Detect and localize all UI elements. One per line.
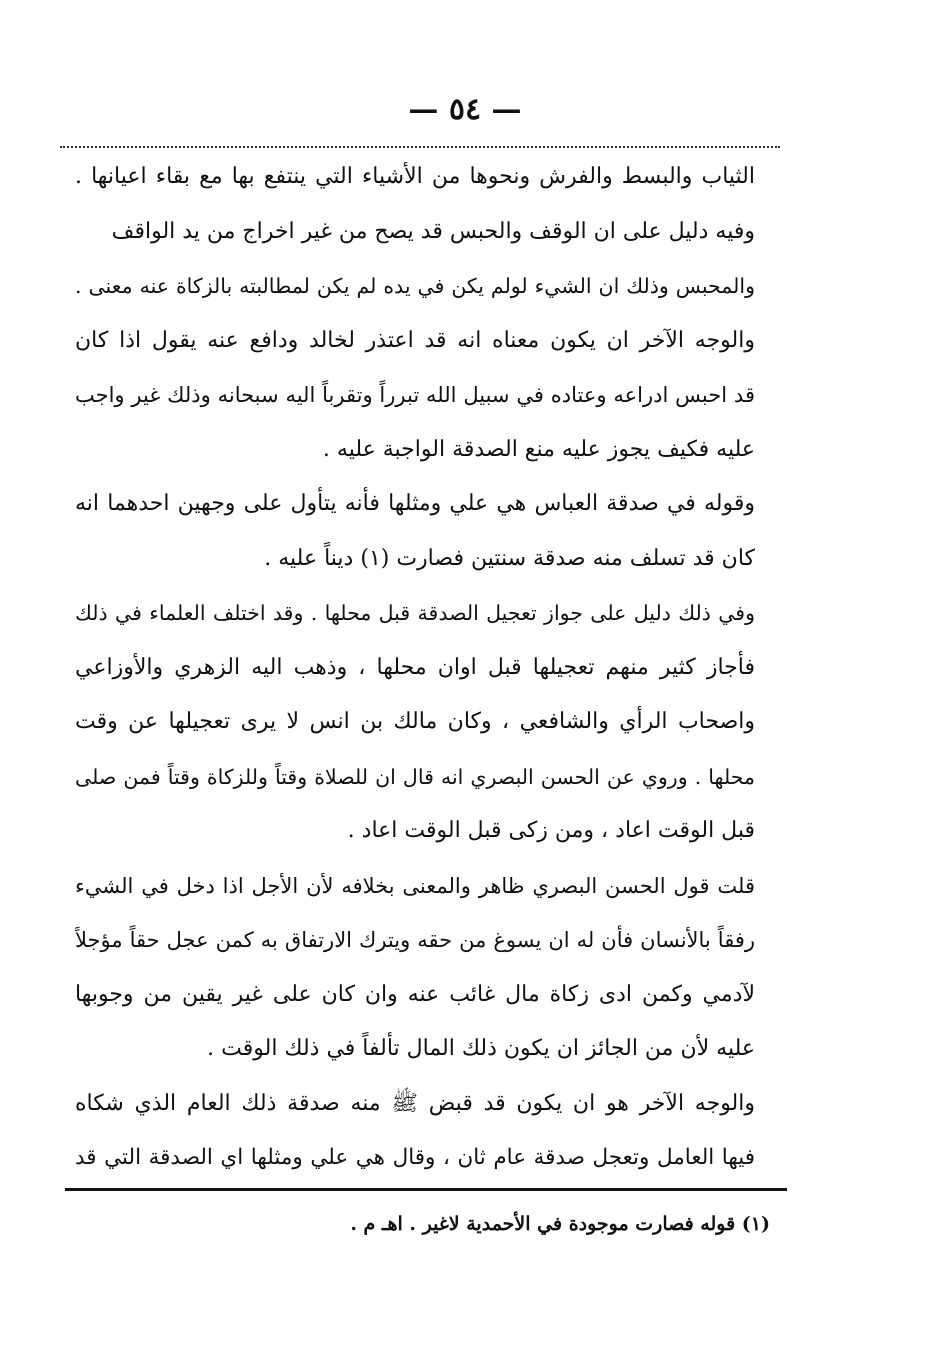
text-line: والوجه الآخر ان يكون معناه انه قد اعتذر لخالد ودافع عنه يقول اذا كان (75, 327, 755, 353)
text-line: وفيه دليل على ان الوقف والحبس قد يصح من غير اخراج من يد الواقف (111, 218, 755, 244)
text-line: لآدمي وكمن ادى زكاة مال غائب عنه وان كان على غير يقين من وجوبها (75, 981, 755, 1007)
text-line: وفي ذلك دليل على جواز تعجيل الصدقة قبل محلها . وقد اختلف العلماء في ذلك (75, 601, 755, 625)
text-line: الثياب والبسط والفرش ونحوها من الأشياء التي ينتفع بها مع بقاء اعيانها . (75, 164, 755, 189)
text-line: كان قد تسلف منه صدقة سنتين فصارت (١) ديناً عليه . (264, 545, 755, 571)
text-line: قلت قول الحسن البصري ظاهر والمعنى بخلافه لأن الأجل اذا دخل في الشيء (75, 873, 755, 898)
text-line: والوجه الآخر هو ان يكون قد قبض ﷺ منه صدقة ذلك العام الذي شكاه (75, 1090, 755, 1116)
text-line: فيها العامل وتعجل صدقة عام ثان ، وقال هي علي ومثلها اي الصدقة التي قد (75, 1145, 755, 1170)
text-line: والمحبس وذلك ان الشيء لولم يكن في يده لم يكن لمطالبته بالزكاة عنه معنى . (75, 274, 755, 298)
text-line: وقوله في صدقة العباس هي علي ومثلها فأنه يتأول على وجهين احدهما انه (75, 491, 755, 516)
text-line: واصحاب الرأي والشافعي ، وكان مالك بن انس لا يرى تعجيلها عن وقت (75, 709, 755, 734)
text-line: فأجاز كثير منهم تعجيلها قبل اوان محلها ، وذهب اليه الزهري والأوزاعي (75, 654, 755, 680)
text-line: قبل الوقت اعاد ، ومن زكى قبل الوقت اعاد . (347, 818, 755, 843)
body-text (75, 150, 755, 1186)
footnote-divider (65, 1188, 787, 1191)
text-line: عليه لأن من الجائز ان يكون ذلك المال تألفاً في ذلك الوقت . (207, 1036, 755, 1061)
header-divider (60, 146, 780, 148)
text-line: رفقاً بالأنسان فأن له ان يسوغ من حقه ويترك الارتفاق به كمن عجل حقاً مؤجلاً (75, 928, 755, 952)
text-line: محلها . وروي عن الحسن البصري انه قال ان للصلاة وقتاً وللزكاة وقتاً فمن صلى (75, 764, 755, 789)
text-line: عليه فكيف يجوز عليه منع الصدقة الواجبة عليه . (322, 436, 755, 462)
page-number: — ٥٤ — (408, 92, 522, 127)
footnote: (١) قوله فصارت موجودة في الأحمدية لاغير . اهـ م . (350, 1213, 770, 1235)
text-line: قد احبس ادراعه وعتاده في سبيل الله تبرراً وتقرباً اليه سبحانه وذلك غير واجب (75, 383, 755, 407)
